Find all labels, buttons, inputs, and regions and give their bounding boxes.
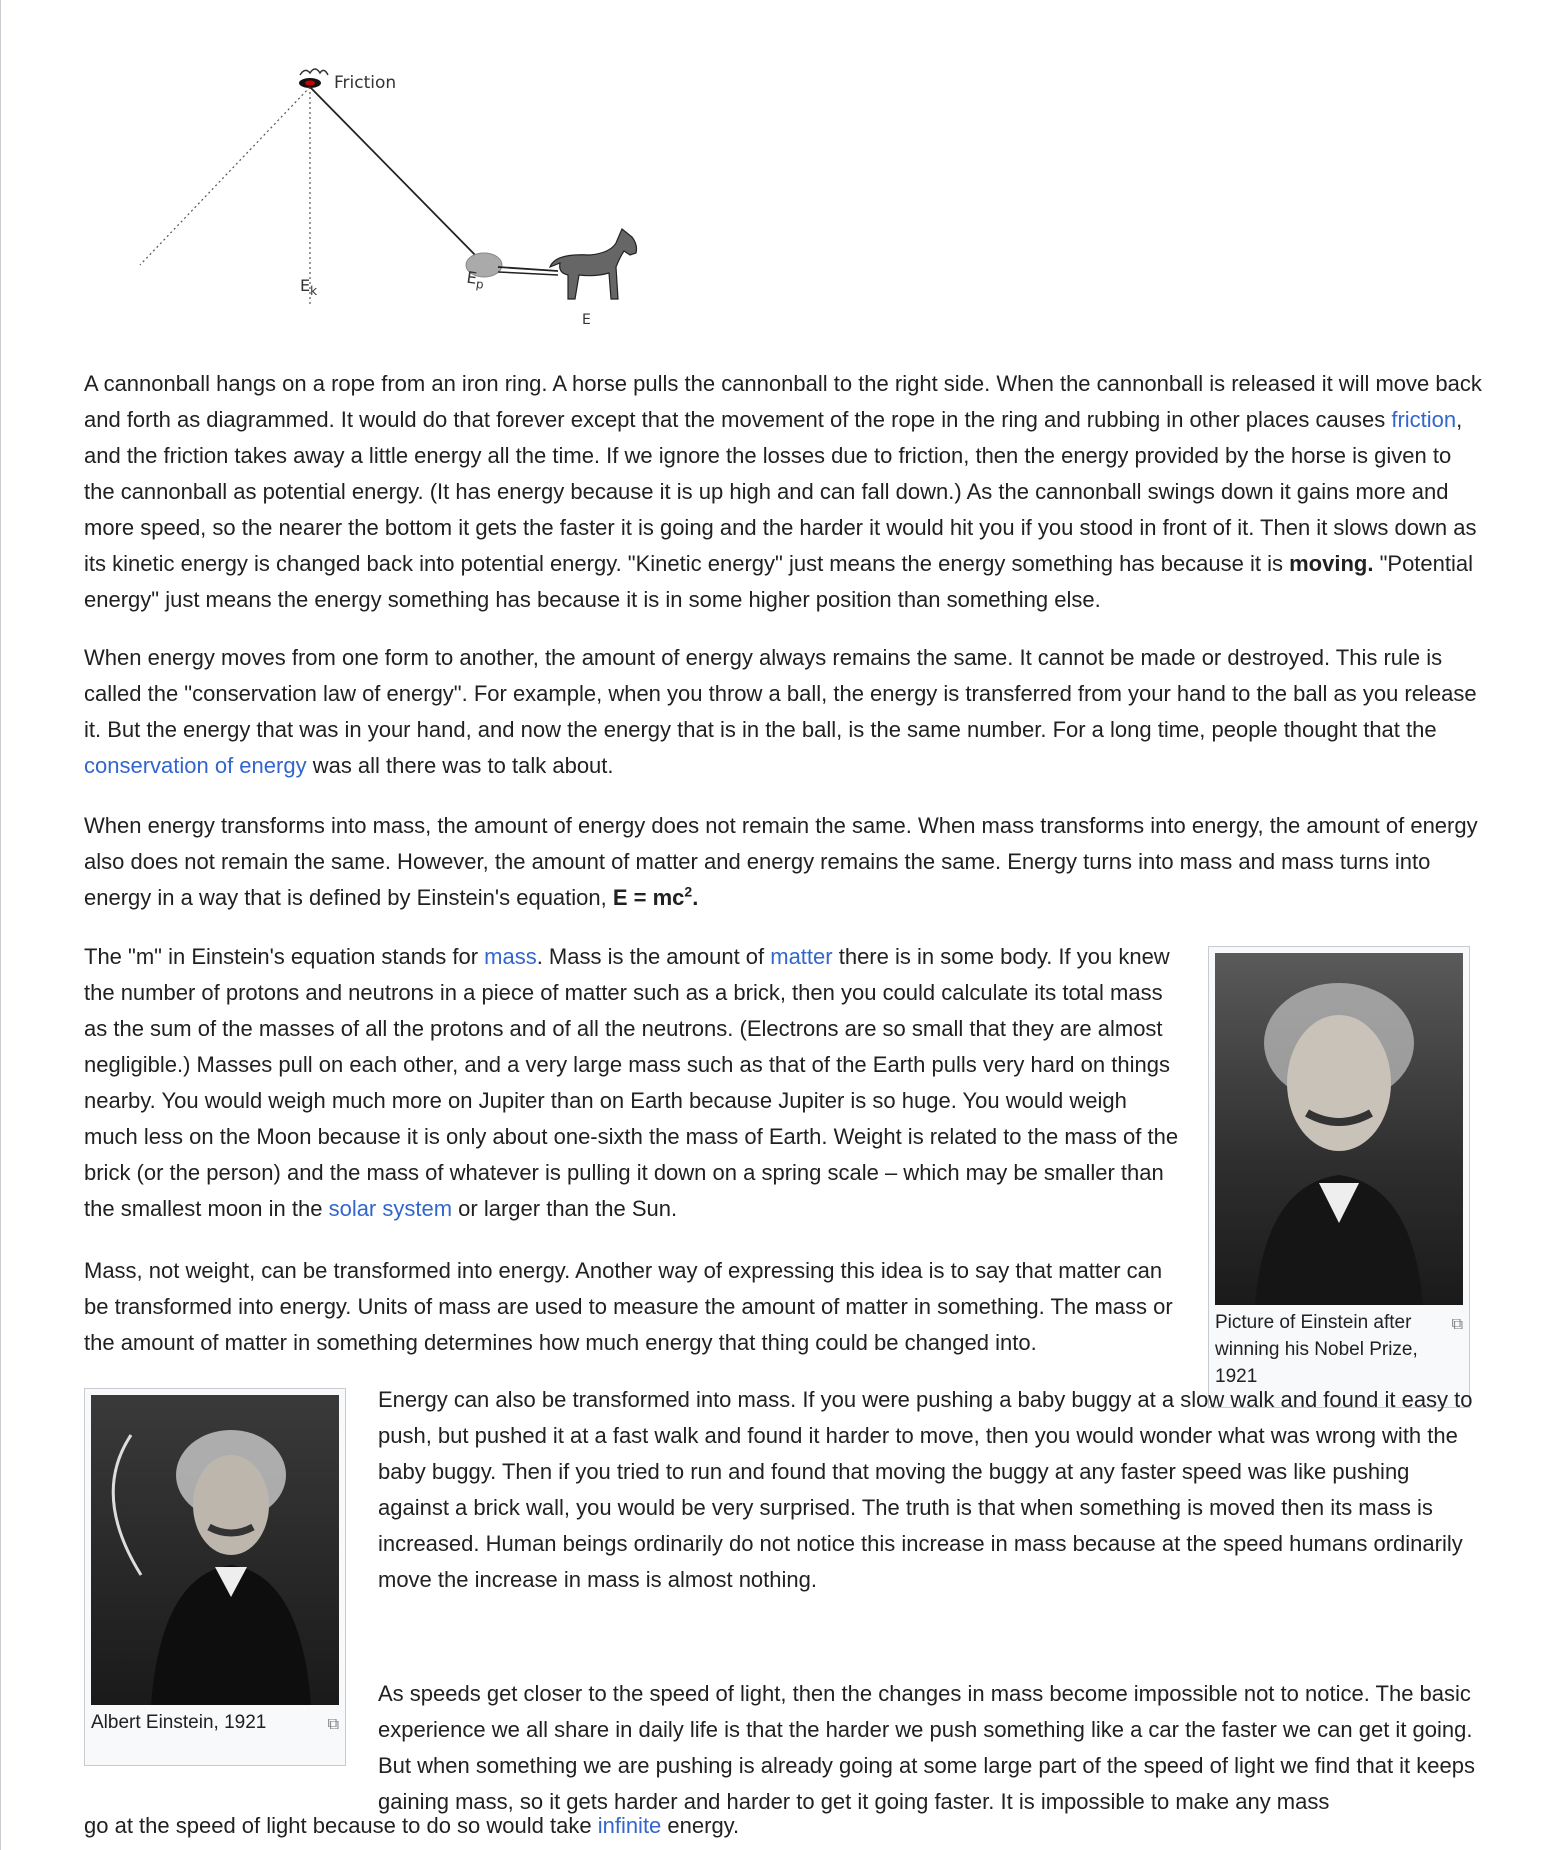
link-conservation-of-energy[interactable]: conservation of energy (84, 753, 307, 778)
paragraph-mass-energy: When energy transforms into mass, the amount of energy does not remain the same. When mass transforms into energy, the amount of energy also does not remain the same. However, the amount of matter and energy remains the same. Energy turns into mass and mass turns into energy in a way that is defined by Einstein's equation, $E = mc^2$. (84, 813, 1478, 910)
iron-ring-icon (299, 69, 328, 88)
figure-einstein-nobel (1208, 946, 1470, 1408)
paragraph-speed-of-light: As speeds get closer to the speed of light, then the changes in mass become impossible not to notice. The basic experience we all share in daily life is that the harder we push something like a car the faster we can get it going. But when something we are pushing is already going at some large part of the speed of light we find that it keeps gaining mass, so it gets harder and harder to get it going faster. It is impossible to make any mass (378, 1681, 1475, 1814)
enlarge-icon[interactable]: ⧉ (1451, 1316, 1463, 1333)
pendulum-diagram (120, 45, 680, 345)
link-matter[interactable]: matter (770, 944, 833, 969)
friction-label: Friction (334, 73, 397, 93)
horse-icon (550, 229, 637, 299)
figure-einstein-1921 (84, 1388, 346, 1766)
einstein-1921-photo[interactable] (91, 1395, 339, 1705)
enlarge-icon[interactable]: ⧉ (327, 1716, 339, 1733)
left-swing-line (140, 87, 310, 265)
link-infinite[interactable]: infinite (597, 1813, 662, 1838)
paragraph-mass-not-weight: Mass, not weight, can be transformed into energy. Another way of expressing this idea is to say that matter can be transformed into energy. Units of mass are used to measure the amount of matter in something. The mass or the amount of matter in something determines how much energy that thing could be changed into. (84, 1258, 1173, 1355)
paragraph-conservation: When energy moves from one form to another, the amount of energy always remains the same. It cannot be made or destroyed. This rule is called the "conservation law of energy". For example, when you throw a ball, the energy is transferred from your hand to the ball as you release it. But the energy that was in your hand, and now the energy that is in the ball, is the same number. For a long time, people thought that the conservation of energy was all there was to talk about. (84, 645, 1477, 778)
einstein-nobel-photo[interactable] (1215, 953, 1463, 1305)
figure-caption: Picture of Einstein after winning his Nobel Prize, 1921 ⧉ (1215, 1312, 1463, 1387)
equation: $E = mc^2$. (612, 883, 699, 910)
rope-line (310, 87, 482, 262)
paragraph-mass-definition: The "m" in Einstein's equation stands for mass. Mass is the amount of matter there is in some body. If you knew the number of protons and neutrons in a piece of matter such as a brick, then you could calculate its total mass as the sum of the masses of all the protons and of all the neutrons. (Electrons are so small that they are almost negligible.) Masses pull on each other, and a very large mass such as that of the Earth pulls very hard on things nearby. You would weigh much more on Jupiter than on Earth because Jupiter is so huge. You would weigh much less on the Moon because it is only about one-sixth the mass of Earth. Weight is related to the mass of the brick (or the person) and the mass of whatever is pulling it down on a spring scale – which may be smaller than the smallest moon in the solar system or larger than the Sun. (84, 944, 1179, 1221)
paragraph-baby-buggy: Energy can also be transformed into mass. If you were pushing a baby buggy at a slow walk and found it easy to push, but pushed it at a fast walk and found it harder to move, then you would wonder what was wrong with the baby buggy. Then if you tried to run and found that moving the buggy at any faster speed was like pushing against a brick wall, you would be very surprised. The truth is that when something is moved then its mass is increased. Human beings ordinarily do not notice this increase in mass because at the speed humans ordinarily move the increase in mass is almost nothing. (378, 1387, 1473, 1592)
figure-caption: Albert Einstein, 1921 ⧉ (91, 1709, 339, 1736)
e-label: E (582, 312, 591, 328)
ep-label: $E_p$ (465, 267, 485, 292)
paragraph-kinetic-potential: A cannonball hangs on a rope from an iron ring. A horse pulls the cannonball to the right side. When the cannonball is released it will move back and forth as diagrammed. It would do that forever except that the movement of the rope in the ring and rubbing in other places causes friction, and the friction takes away a little energy all the time. If we ignore the losses due to friction, then the energy provided by the horse is given to the cannonball as potential energy. (It has energy because it is up high and can fall down.) As the cannonball swings down it gains more and more speed, so the nearer the bottom it gets the faster it is going and the harder it would hit you if you stood in front of it. Then it slows down as its kinetic energy is changed back into potential energy. "Kinetic energy" just means the energy something has because it is moving. "Potential energy" just means the energy something has because it is in some higher position than something else. (84, 371, 1482, 612)
link-solar-system[interactable]: solar system (328, 1196, 453, 1221)
ek-label: $E_k$ (300, 276, 318, 298)
page-border (0, 0, 1, 1850)
paragraph-speed-of-light-end: go at the speed of light because to do so would take infinite energy. (84, 1813, 740, 1838)
link-friction[interactable]: friction (1391, 407, 1457, 432)
link-mass[interactable]: mass (484, 944, 537, 969)
horse-rope (498, 267, 558, 271)
